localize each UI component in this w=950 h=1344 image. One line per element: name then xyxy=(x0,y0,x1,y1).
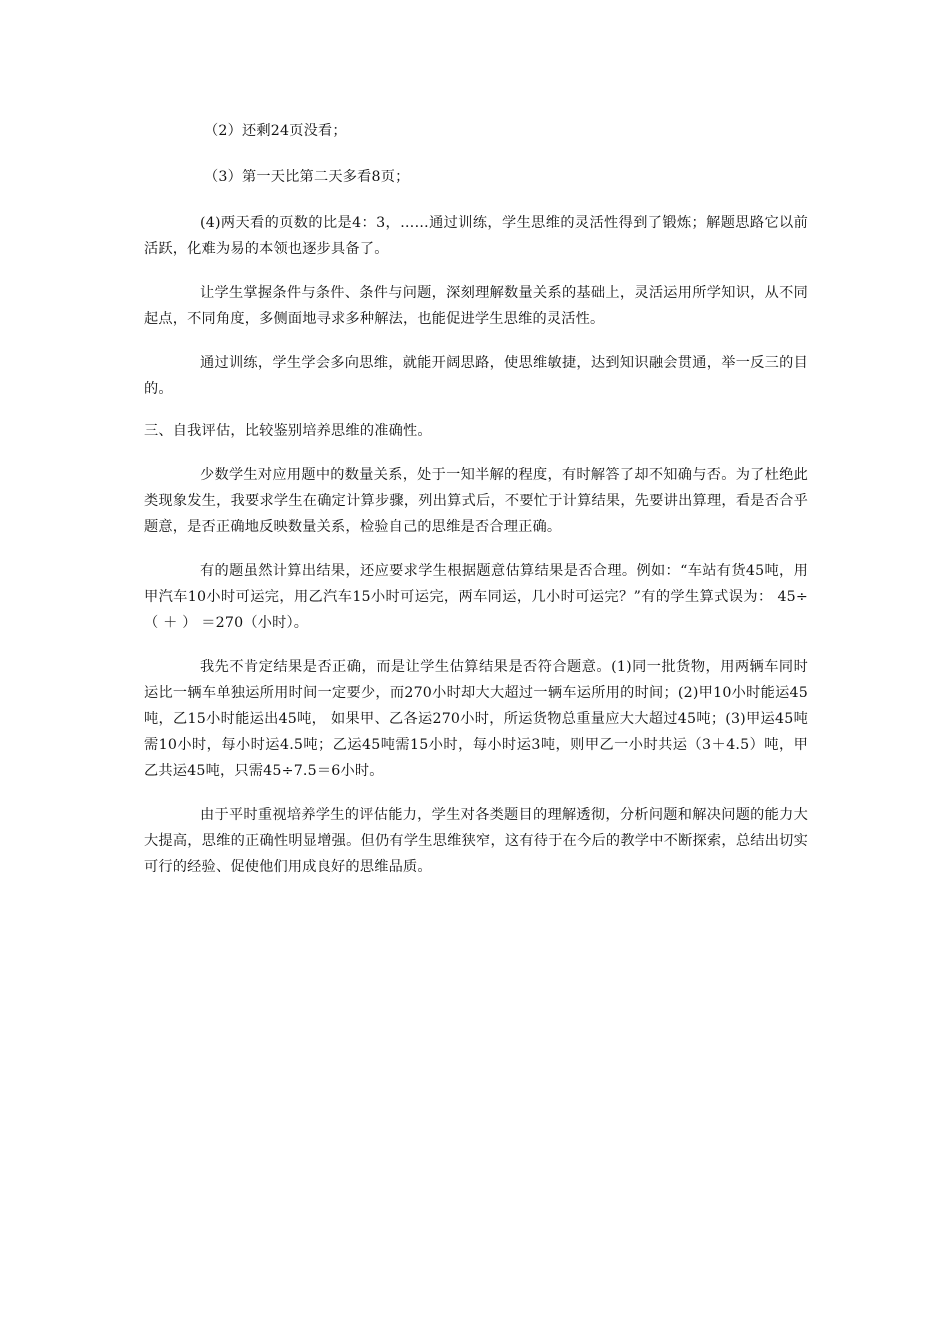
list-item-3: （3）第一天比第二天多看8页； xyxy=(204,169,410,185)
document-body xyxy=(144,118,808,880)
paragraph-conclusion: 由于平时重视培养学生的评估能力，学生对各类题目的理解透彻，分析问题和解决问题的能力大大提高，思维的正确性明显增强。但仍有学生思维狭窄，这有待于在今后的教学中不断探索，总结出切实可行的经验、促使他们用成良好的思维品质。 xyxy=(144,807,808,875)
list-item-2: （2）还剩24页没看； xyxy=(204,123,347,139)
paragraph-self-assessment: 少数学生对应用题中的数量关系，处于一知半解的程度，有时解答了却不知确与否。为了杜绝此类现象发生，我要求学生在确定计算步骤，列出算式后，不要忙于计算结果，先要讲出算理，看是否合乎题意，是否正确地反映数量关系，检验自己的思维是否合理正确。 xyxy=(144,467,808,535)
paragraph-flexibility: 让学生掌握条件与条件、条件与问题，深刻理解数量关系的基础上，灵活运用所学知识，从不同起点，不同角度，多侧面地寻求多种解法，也能促进学生思维的灵活性。 xyxy=(144,285,808,327)
paragraph-estimation: 我先不肯定结果是否正确，而是让学生估算结果是否符合题意。(1)同一批货物，用两辆车同时运比一辆车单独运所用时间一定要少，而270小时却大大超过一辆车运所用的时间；(2)甲10小时能运45吨，乙15小时能运出45吨， 如果甲、乙各运270小时，所运货物总重量应大大超过45吨；(3)甲运45吨需10小时，每小时运4.5吨；乙运45吨需15小时，每小时运3吨，则甲乙一小时共运（3＋4.5）吨，甲乙共运45吨，只需45÷7.5＝6小时。 xyxy=(144,659,808,779)
paragraph-training: 通过训练，学生学会多向思维，就能开阔思路，使思维敏捷，达到知识融会贯通，举一反三的目的。 xyxy=(144,355,808,397)
list-item-4: (4)两天看的页数的比是4：3，……通过训练，学生思维的灵活性得到了锻炼；解题思路它以前活跃，化难为易的本领也逐步具备了。 xyxy=(144,215,808,257)
paragraph-example: 有的题虽然计算出结果，还应要求学生根据题意估算结果是否合理。例如：“车站有货45吨，用甲汽车10小时可运完，用乙汽车15小时可运完，两车同运，几小时可运完？”有的学生算式误为： 45÷（ ＋ ） ＝270（小时）。 xyxy=(144,563,808,631)
section-heading: 三、自我评估，比较鉴别培养思维的准确性。 xyxy=(144,423,432,439)
